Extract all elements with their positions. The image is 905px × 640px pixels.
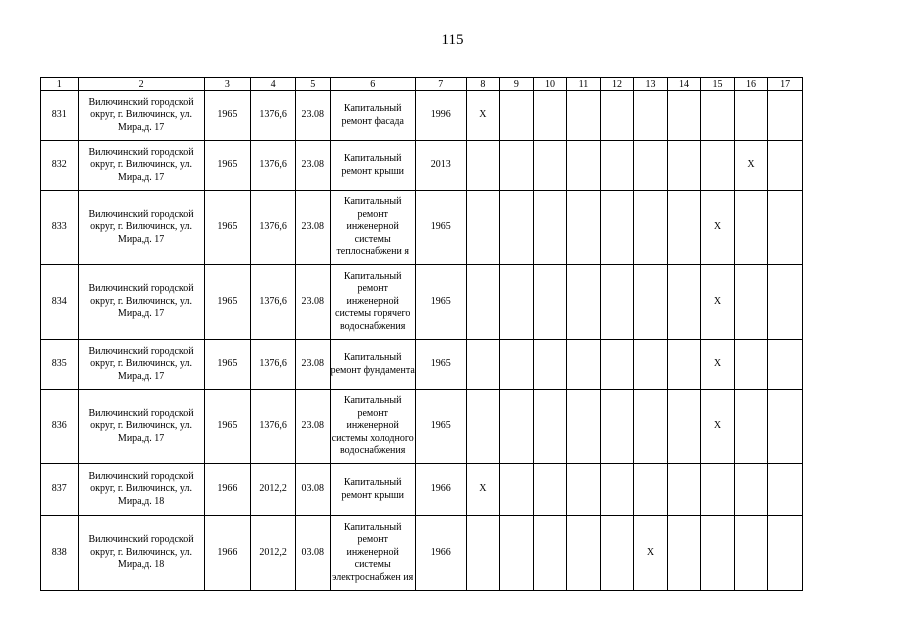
column-header: 10 [533, 78, 567, 91]
mark-cell [734, 464, 768, 516]
column-header: 12 [600, 78, 634, 91]
mark-cell [500, 516, 534, 591]
mark-cell [701, 91, 735, 141]
mark-cell [500, 141, 534, 191]
mark-cell [701, 516, 735, 591]
mark-cell: X [701, 265, 735, 340]
last-repair-year-cell: 1966 [415, 516, 466, 591]
code-cell: 23.08 [295, 265, 330, 340]
column-header: 4 [251, 78, 296, 91]
mark-cell [634, 141, 668, 191]
area-cell: 1376,6 [251, 390, 296, 464]
mark-cell: X [701, 191, 735, 265]
year-cell: 1966 [204, 464, 251, 516]
year-cell: 1966 [204, 516, 251, 591]
table-row [41, 390, 803, 464]
mark-cell [734, 340, 768, 390]
year-cell: 1965 [204, 191, 251, 265]
mark-cell [533, 141, 567, 191]
work-type-cell: Капитальный ремонт фасада [330, 91, 415, 141]
mark-cell [768, 141, 803, 191]
code-cell: 23.08 [295, 191, 330, 265]
row-number-cell: 833 [41, 191, 79, 265]
code-cell: 23.08 [295, 91, 330, 141]
mark-cell [768, 516, 803, 591]
mark-cell [734, 390, 768, 464]
area-cell: 1376,6 [251, 141, 296, 191]
mark-cell [667, 516, 701, 591]
address-cell: Вилючинский городской округ, г. Вилючинск, ул. Мира,д. 18 [78, 516, 204, 591]
address-cell: Вилючинский городской округ, г. Вилючинск, ул. Мира,д. 18 [78, 464, 204, 516]
mark-cell [533, 390, 567, 464]
mark-cell [600, 265, 634, 340]
mark-cell [667, 340, 701, 390]
column-header: 1 [41, 78, 79, 91]
header-row [41, 78, 803, 91]
mark-cell [667, 91, 701, 141]
mark-cell [500, 191, 534, 265]
work-type-cell: Капитальный ремонт инженерной системы теплоснабжени я [330, 191, 415, 265]
mark-cell [533, 91, 567, 141]
table-row [41, 464, 803, 516]
mark-cell [567, 390, 601, 464]
code-cell: 23.08 [295, 340, 330, 390]
row-number-cell: 834 [41, 265, 79, 340]
column-header: 13 [634, 78, 668, 91]
table-row [41, 516, 803, 591]
year-cell: 1965 [204, 141, 251, 191]
row-number-cell: 836 [41, 390, 79, 464]
mark-cell [500, 390, 534, 464]
year-cell: 1965 [204, 91, 251, 141]
mark-cell [734, 191, 768, 265]
area-cell: 1376,6 [251, 340, 296, 390]
mark-cell [567, 141, 601, 191]
last-repair-year-cell: 1965 [415, 191, 466, 265]
mark-cell [500, 340, 534, 390]
mark-cell [768, 265, 803, 340]
column-header: 16 [734, 78, 768, 91]
column-header: 5 [295, 78, 330, 91]
mark-cell [533, 464, 567, 516]
mark-cell [667, 141, 701, 191]
mark-cell [500, 91, 534, 141]
mark-cell: X [701, 340, 735, 390]
work-type-cell: Капитальный ремонт инженерной системы горячего водоснабжения [330, 265, 415, 340]
work-type-cell: Капитальный ремонт инженерной системы электроснабжен ия [330, 516, 415, 591]
mark-cell [600, 390, 634, 464]
mark-cell [634, 265, 668, 340]
table-body [41, 78, 803, 591]
table-row [41, 265, 803, 340]
row-number-cell: 832 [41, 141, 79, 191]
code-cell: 03.08 [295, 464, 330, 516]
column-header: 8 [466, 78, 500, 91]
mark-cell [768, 464, 803, 516]
mark-cell [701, 141, 735, 191]
repair-register-table [40, 77, 803, 591]
page-number: 115 [441, 32, 464, 48]
table-row [41, 141, 803, 191]
mark-cell [768, 191, 803, 265]
column-header: 6 [330, 78, 415, 91]
mark-cell [667, 191, 701, 265]
area-cell: 2012,2 [251, 464, 296, 516]
column-header: 9 [500, 78, 534, 91]
table-row [41, 340, 803, 390]
column-header: 14 [667, 78, 701, 91]
mark-cell [533, 265, 567, 340]
last-repair-year-cell: 1966 [415, 464, 466, 516]
mark-cell [533, 340, 567, 390]
mark-cell [768, 91, 803, 141]
mark-cell [500, 464, 534, 516]
mark-cell: X [466, 464, 500, 516]
address-cell: Вилючинский городской округ, г. Вилючинск, ул. Мира,д. 17 [78, 191, 204, 265]
mark-cell [734, 265, 768, 340]
work-type-cell: Капитальный ремонт крыши [330, 141, 415, 191]
year-cell: 1965 [204, 390, 251, 464]
last-repair-year-cell: 1965 [415, 390, 466, 464]
last-repair-year-cell: 1965 [415, 265, 466, 340]
work-type-cell: Капитальный ремонт крыши [330, 464, 415, 516]
address-cell: Вилючинский городской округ, г. Вилючинск, ул. Мира,д. 17 [78, 141, 204, 191]
mark-cell [600, 516, 634, 591]
column-header: 2 [78, 78, 204, 91]
mark-cell [567, 516, 601, 591]
mark-cell [466, 516, 500, 591]
mark-cell [466, 141, 500, 191]
address-cell: Вилючинский городской округ, г. Вилючинск, ул. Мира,д. 17 [78, 91, 204, 141]
work-type-cell: Капитальный ремонт фундамента [330, 340, 415, 390]
mark-cell [600, 191, 634, 265]
year-cell: 1965 [204, 340, 251, 390]
mark-cell [701, 464, 735, 516]
last-repair-year-cell: 1965 [415, 340, 466, 390]
address-cell: Вилючинский городской округ, г. Вилючинск, ул. Мира,д. 17 [78, 265, 204, 340]
last-repair-year-cell: 1996 [415, 91, 466, 141]
mark-cell: X [634, 516, 668, 591]
address-cell: Вилючинский городской округ, г. Вилючинск, ул. Мира,д. 17 [78, 340, 204, 390]
table-row [41, 191, 803, 265]
mark-cell [667, 464, 701, 516]
mark-cell [734, 91, 768, 141]
mark-cell [600, 464, 634, 516]
area-cell: 1376,6 [251, 265, 296, 340]
column-header: 11 [567, 78, 601, 91]
mark-cell [634, 390, 668, 464]
code-cell: 23.08 [295, 141, 330, 191]
mark-cell [667, 265, 701, 340]
code-cell: 03.08 [295, 516, 330, 591]
area-cell: 1376,6 [251, 91, 296, 141]
mark-cell [567, 265, 601, 340]
mark-cell [466, 191, 500, 265]
column-header: 7 [415, 78, 466, 91]
table-row [41, 91, 803, 141]
area-cell: 2012,2 [251, 516, 296, 591]
code-cell: 23.08 [295, 390, 330, 464]
last-repair-year-cell: 2013 [415, 141, 466, 191]
mark-cell [634, 340, 668, 390]
mark-cell: X [701, 390, 735, 464]
mark-cell [734, 516, 768, 591]
mark-cell [466, 340, 500, 390]
row-number-cell: 831 [41, 91, 79, 141]
mark-cell [500, 265, 534, 340]
mark-cell [600, 141, 634, 191]
mark-cell [567, 91, 601, 141]
mark-cell [634, 91, 668, 141]
mark-cell [600, 340, 634, 390]
mark-cell [567, 340, 601, 390]
work-type-cell: Капитальный ремонт инженерной системы холодного водоснабжения [330, 390, 415, 464]
mark-cell [567, 191, 601, 265]
mark-cell [533, 516, 567, 591]
mark-cell [533, 191, 567, 265]
column-header: 3 [204, 78, 251, 91]
row-number-cell: 835 [41, 340, 79, 390]
mark-cell [600, 91, 634, 141]
year-cell: 1965 [204, 265, 251, 340]
mark-cell [768, 340, 803, 390]
mark-cell [466, 265, 500, 340]
column-header: 15 [701, 78, 735, 91]
row-number-cell: 838 [41, 516, 79, 591]
row-number-cell: 837 [41, 464, 79, 516]
mark-cell [634, 191, 668, 265]
mark-cell [634, 464, 668, 516]
mark-cell [466, 390, 500, 464]
mark-cell [667, 390, 701, 464]
area-cell: 1376,6 [251, 191, 296, 265]
mark-cell [768, 390, 803, 464]
mark-cell: X [734, 141, 768, 191]
mark-cell: X [466, 91, 500, 141]
mark-cell [567, 464, 601, 516]
address-cell: Вилючинский городской округ, г. Вилючинск, ул. Мира,д. 17 [78, 390, 204, 464]
column-header: 17 [768, 78, 803, 91]
